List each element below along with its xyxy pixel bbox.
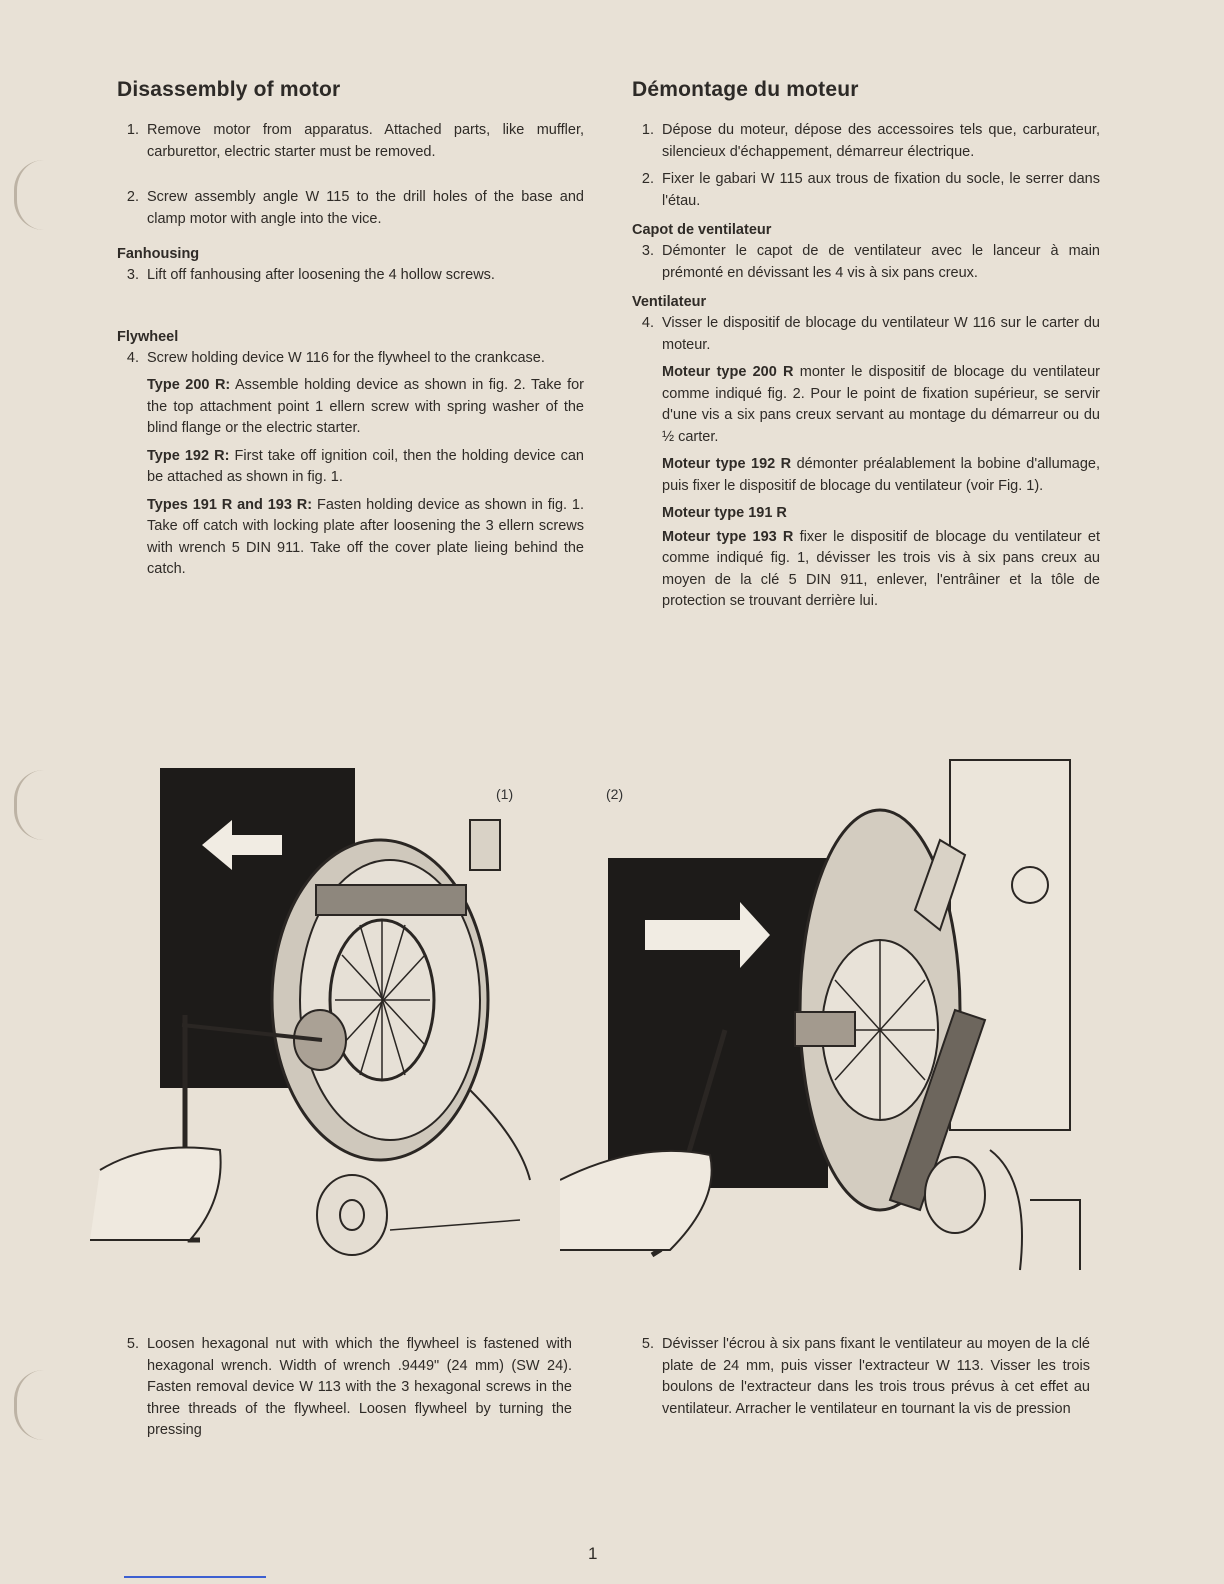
step-5-en: 5. Loosen hexagonal nut with which the flywheel is fastened with hexagonal wrench. Width of wrench .9449" (24 mm) (SW 24). Fasten removal device W 113 with the 3 hexagonal screws in the three threads of the flywheel. Loosen flywheel by turning the pressing <box>126 1336 572 1438</box>
page-number: 1 <box>588 1544 598 1563</box>
figure-2-label: (2) <box>606 786 624 802</box>
type-192-note: Type 192 R: First take off ignition coil, then the holding device can be attached as shown in fig. 1. <box>147 447 584 485</box>
step-1-fr: 1. Dépose du moteur, dépose des accessoires tels que, carburateur, silencieux d'échappement, démarreur électrique. <box>641 122 1100 160</box>
step-3-en: 3. Lift off fanhousing after loosening the 4 hollow screws. <box>126 267 495 283</box>
figure-1-label: (1) <box>496 786 514 802</box>
english-column <box>117 78 584 581</box>
moteur-200-note: Moteur type 200 R monter le dispositif de blocage du ventilateur comme indiqué fig. 2. Pour le point de fixation supérieur, se servir d'une vis a six pans creux servant au montage du démarreur ou du ½ carter. <box>662 364 1100 445</box>
step-2-fr: 2. Fixer le gabari W 115 aux trous de fixation du socle, le serrer dans l'étau. <box>641 171 1100 209</box>
step-2-en: 2. Screw assembly angle W 115 to the drill holes of the base and clamp motor with angle into the vice. <box>126 189 584 227</box>
step-4-fr: 4. Visser le dispositif de blocage du ventilateur W 116 sur le carter du moteur. <box>641 315 1100 353</box>
type-200-note: Type 200 R: Assemble holding device as shown in fig. 2. Take for the top attachment point 1 ellern screw with spring washer of the blind flange or the electric starter. <box>147 377 584 436</box>
moteur-193-note: Moteur type 193 R fixer le dispositif de blocage du ventilateur et comme indiqué fig. 1, dévisser les trois vis à six pans creux au moyen de la clé 5 DIN 911, enlever, l'entrâiner et la tôle de protection se trouvant derrière lui. <box>662 528 1100 609</box>
step-5-fr: 5. Dévisser l'écrou à six pans fixant le ventilateur au moyen de la clé plate de 24 mm, puis visser l'extracteur W 113. Visser les trois boulons de l'extracteur dans les trois trous prévus à cet effet au ventilateur. Arracher le ventilateur en tournant la vis de pression <box>641 1336 1090 1417</box>
moteur-191-note: Moteur type 191 R <box>662 505 787 521</box>
heading-capot: Capot de ventilateur <box>632 222 772 238</box>
step-5-fr-block <box>632 1334 1090 1420</box>
figure-1-illustration <box>90 760 540 1270</box>
binder-hole-mark <box>14 160 57 230</box>
figure-2-illustration <box>560 730 1100 1290</box>
figure-1-drawing <box>90 760 540 1270</box>
binder-hole-mark <box>14 1370 57 1440</box>
french-column <box>632 78 1100 613</box>
figure-2-drawing <box>560 730 1100 1290</box>
step-4-en: 4. Screw holding device W 116 for the flywheel to the crankcase. <box>126 349 545 366</box>
heading-ventilateur: Ventilateur <box>632 294 707 310</box>
step-1-en: 1. Remove motor from apparatus. Attached parts, like muffler, carburettor, electric starter must be removed. <box>126 122 584 160</box>
step-5-en-block <box>117 1334 572 1442</box>
english-title: Disassembly of motor <box>117 78 341 101</box>
footer-link-underline <box>124 1576 266 1578</box>
heading-fanhousing: Fanhousing <box>117 246 200 262</box>
type-191-193-note: Types 191 R and 193 R: Fasten holding device as shown in fig. 1. Take off catch with locking plate after loosening the 3 ellern screws with wrench 5 DIN 911. Take off the cover plate lieing behind the catch. <box>147 496 585 577</box>
moteur-192-note: Moteur type 192 R démonter préalablement la bobine d'allumage, puis fixer le dispositif de blocage du ventilateur (voir Fig. 1). <box>662 456 1100 494</box>
step-3-fr: 3. Démonter le capot de de ventilateur avec le lanceur à main prémonté en dévissant les 4 vis à six pans creux. <box>641 243 1100 281</box>
binder-hole-mark <box>14 770 57 840</box>
heading-flywheel: Flywheel <box>117 328 179 345</box>
french-title: Démontage du moteur <box>632 78 859 101</box>
